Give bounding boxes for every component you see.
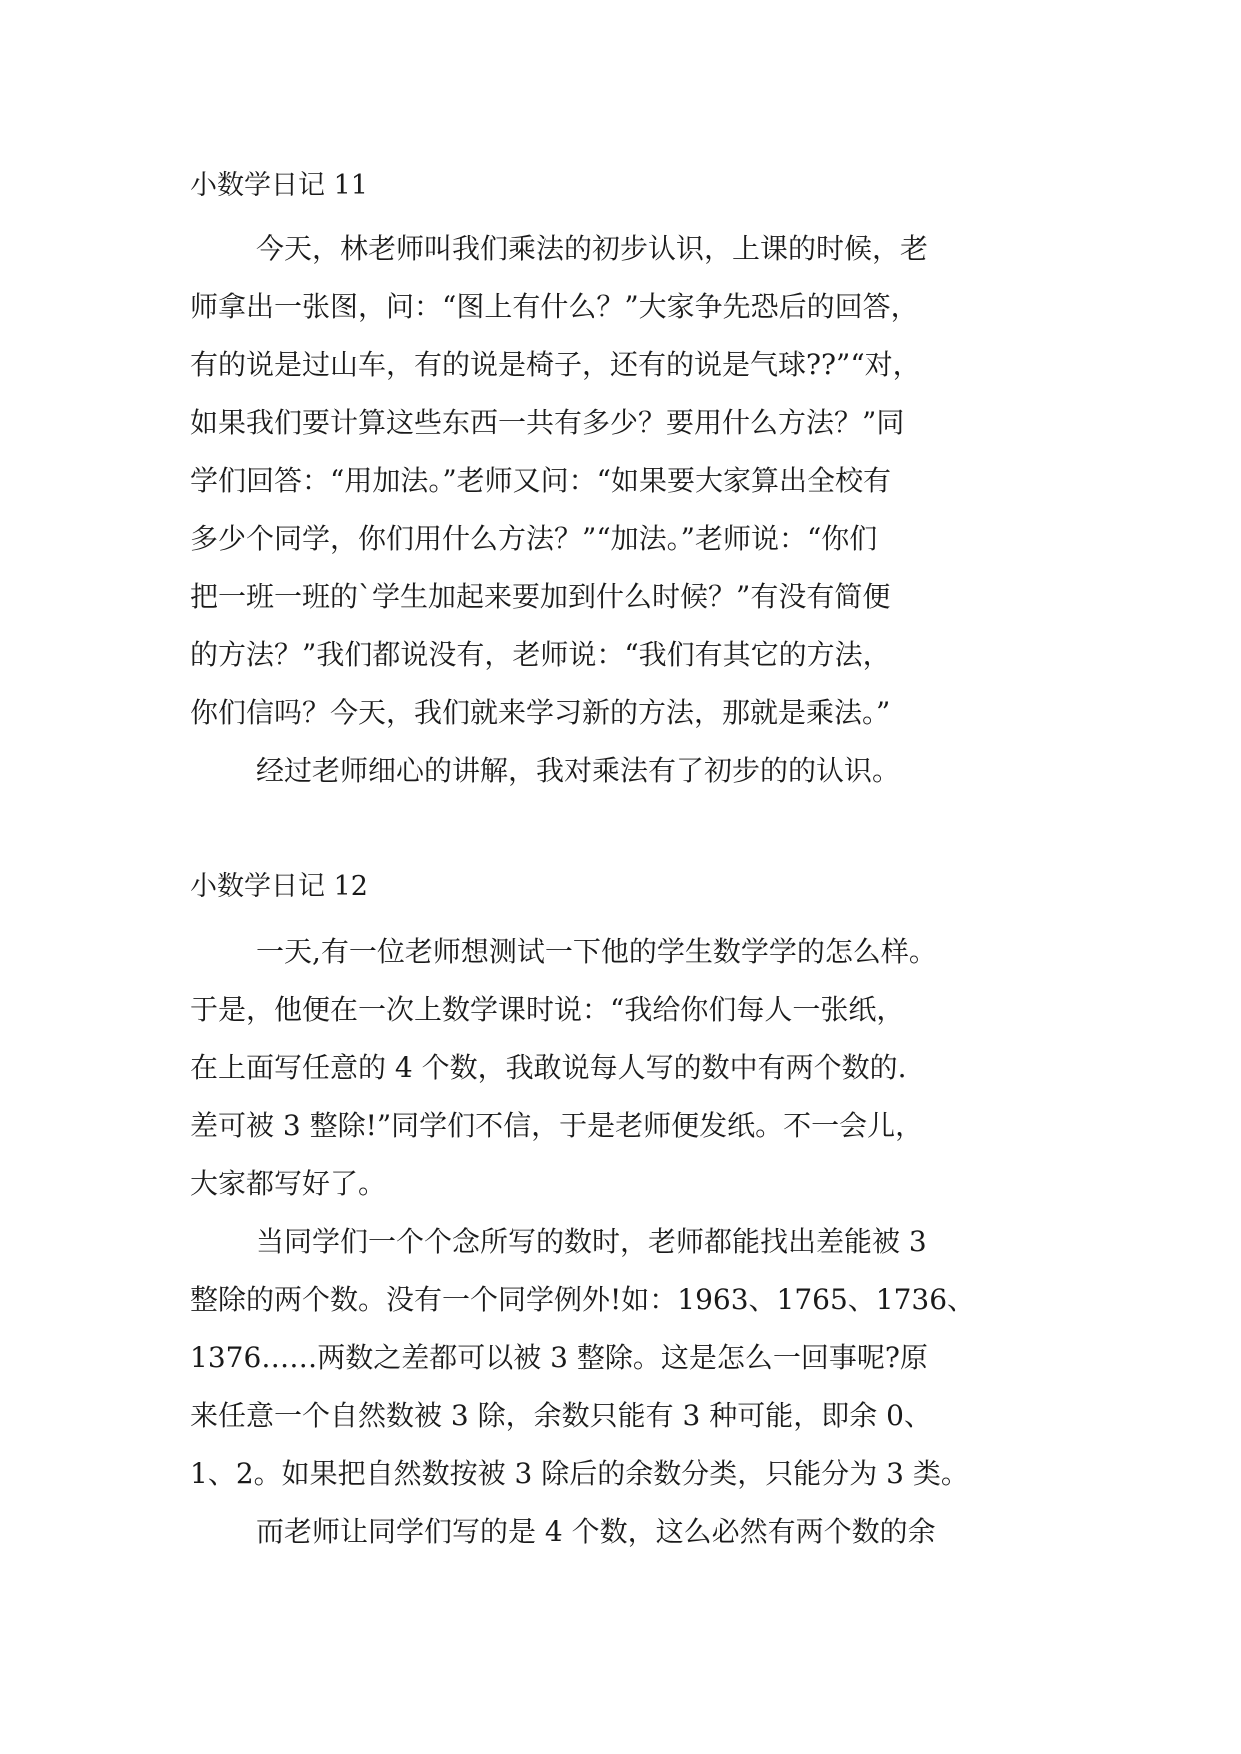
text-line: 而老师让同学们写的是 4 个数，这么必然有两个数的余 [256, 1515, 936, 1548]
text-line: 当同学们一个个念所写的数时，老师都能找出差能被 3 [256, 1225, 927, 1258]
text-line: 你们信吗？今天，我们就来学习新的方法，那就是乘法。” [190, 696, 891, 729]
diary-entry-12 [190, 865, 1070, 1561]
text-line: 把一班一班的`学生加起来要加到什么时候？”有没有简便 [190, 580, 891, 613]
text-line: 1、2。如果把自然数按被 3 除后的余数分类，只能分为 3 类。 [190, 1457, 969, 1490]
text-line: 如果我们要计算这些东西一共有多少？要用什么方法？”同 [190, 406, 905, 439]
text-line: 学们回答：“用加法。”老师又问：“如果要大家算出全校有 [190, 464, 891, 497]
text-line: 差可被 3 整除!”同学们不信，于是老师便发纸。不一会儿， [190, 1109, 924, 1142]
text-line: 师拿出一张图，问：“图上有什么？”大家争先恐后的回答， [190, 290, 919, 323]
entry-title: 小数学日记 12 [190, 871, 368, 902]
text-line: 于是，他便在一次上数学课时说：“我给你们每人一张纸， [190, 993, 905, 1026]
text-line: 的方法？”我们都说没有，老师说：“我们有其它的方法， [190, 638, 891, 671]
paragraph [190, 923, 1070, 1213]
text-line: 大家都写好了。 [190, 1167, 387, 1200]
paragraph [190, 1503, 1070, 1561]
text-line: 在上面写任意的 4 个数，我敢说每人写的数中有两个数的. [190, 1051, 907, 1084]
paragraph [190, 220, 1070, 742]
text-line: 有的说是过山车，有的说是椅子，还有的说是气球??”“对， [190, 348, 921, 381]
paragraph [190, 742, 1070, 800]
paragraph [190, 1213, 1070, 1503]
text-line: 一天,有一位老师想测试一下他的学生数学学的怎么样。 [256, 935, 937, 968]
text-line: 整除的两个数。没有一个同学例外!如：1963、1765、1736、 [190, 1283, 976, 1316]
text-line: 来任意一个自然数被 3 除，余数只能有 3 种可能，即余 0、 [190, 1399, 932, 1432]
entry-title: 小数学日记 11 [190, 170, 368, 201]
text-line: 多少个同学，你们用什么方法？”“加法。”老师说：“你们 [190, 522, 878, 555]
text-line: 经过老师细心的讲解，我对乘法有了初步的的认识。 [256, 754, 901, 787]
text-line: 1376……两数之差都可以被 3 整除。这是怎么一回事呢?原 [190, 1341, 928, 1374]
diary-entry-11 [190, 164, 1070, 800]
text-line: 今天，林老师叫我们乘法的初步认识，上课的时候，老 [256, 232, 929, 265]
